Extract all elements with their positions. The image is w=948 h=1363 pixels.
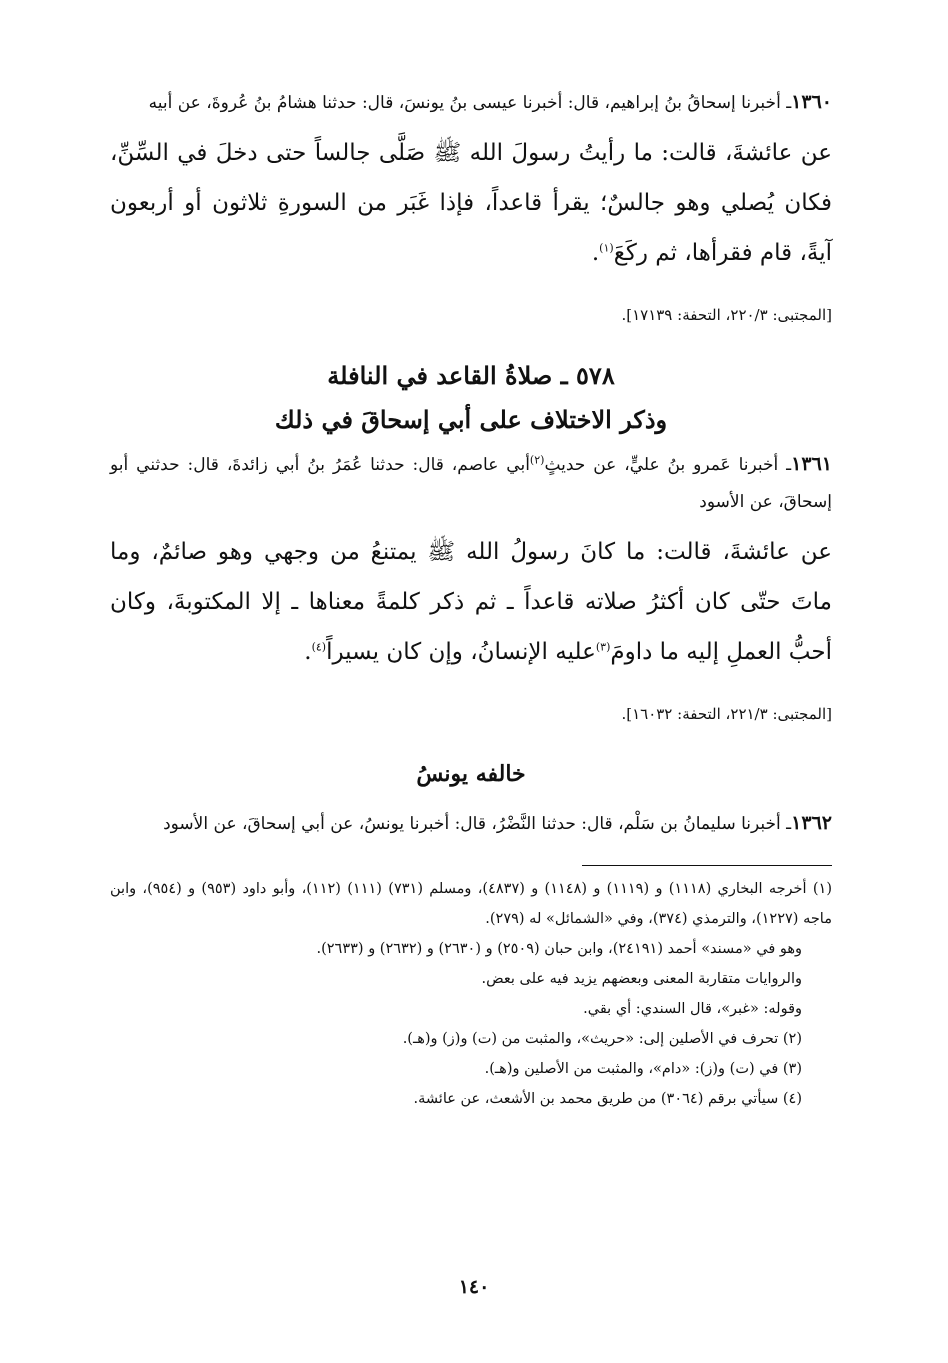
hadith-1361-reference: [المجتبى: ٢٢١/٣، التحفة: ١٦٠٣٢]. <box>621 705 832 723</box>
hadith-1360-isnad <box>110 84 832 122</box>
chapter-title-line1: ٥٧٨ ـ صلاةُ القاعد في النافلة <box>327 361 615 390</box>
footnote-4: (٤) سيأتي برقم (٣٠٦٤) من طريق محمد بن الأشعث، عن عائشة. <box>413 1091 802 1107</box>
chapter-title-line2: وذكر الاختلاف على أبي إسحاقَ في ذلك <box>274 405 668 434</box>
footnote-marker: (١) <box>599 241 614 255</box>
hadith-1360-matn <box>110 128 832 278</box>
matn-text: عن عائشةَ، قالت: ما كانَ رسولُ الله ﷺ يمتنعُ من وجهي وهو صائمٌ، وما ماتَ حتّى كان أكثرُ صلاته قاعداً ـ ثم ذكر كلمةً معناها ـ إلا المكتوبةَ، وكان أحبُّ العملِ إليه ما داومَ <box>110 539 832 665</box>
matn-text-cont: عليه الإنسانُ، وإن كان يسيراً <box>326 639 596 665</box>
footnotes <box>110 874 832 1114</box>
hadith-1361-isnad <box>110 446 832 521</box>
footnote-2: (٢) تحرف في الأصلين إلى: «حريث»، والمثبت من (ت) و(ز) و(هـ). <box>402 1031 802 1047</box>
sub-heading: خالفه يونسُ <box>416 761 526 787</box>
isnad-text-cont: أبي عاصم، قال: حدثنا عُمَرُ بنُ أبي زائدةَ، قال: حدثني أبو إسحاقَ، عن الأسود <box>110 455 832 512</box>
isnad-text: ـ أخبرنا عَمرو بنُ عليٍّ، عن حديثٍ <box>544 455 792 475</box>
page-number: ١٤٠ <box>458 1276 490 1298</box>
chapter-heading <box>110 354 832 442</box>
hadith-number: ١٣٦٢ <box>791 812 832 834</box>
hadith-1362-isnad <box>110 805 832 843</box>
matn-end: . <box>304 639 312 665</box>
footnote-marker: (٤) <box>311 640 327 654</box>
isnad-text: ـ أخبرنا سليمانُ بن سَلْم، قال: حدثنا النَّضْرُ، قال: أخبرنا يونسُ، عن أبي إسحاقَ، عن الأسود <box>163 814 792 834</box>
hadith-1360-reference: [المجتبى: ٢٢٠/٣، التحفة: ١٧١٣٩]. <box>621 306 832 324</box>
footnote-3: (٣) في (ت) و(ز): «دام»، والمثبت من الأصلين و(هـ). <box>484 1061 802 1077</box>
isnad-text: ـ أخبرنا إسحاقُ بنُ إبراهيم، قال: أخبرنا عيسى بنُ يونسَ، قال: حدثنا هشامُ بنُ عُروةَ، عن أبيه <box>148 93 792 113</box>
matn-end: . <box>591 240 600 266</box>
hadith-number: ١٣٦١ <box>791 453 832 475</box>
footnote-1-cont: والروايات متقاربة المعنى وبعضهم يزيد فيه على بعض. <box>481 971 802 987</box>
hadith-number: ١٣٦٠ <box>791 91 832 113</box>
matn-text: عن عائشةَ، قالت: ما رأيتُ رسولَ الله ﷺ صَلَّى جالساً حتى دخلَ في السِّنِّ، فكان يُصلي وهو جالسٌ؛ يقرأ قاعداً، فإذا غَبَر من السورةِ ثلاثون أو أربعون آيةً، قام فقرأها، ثم ركَعَ <box>110 140 832 266</box>
hadith-1361-matn <box>110 527 832 677</box>
footnote-1-cont: وقوله: «غبر»، قال السندي: أي بقي. <box>583 1001 802 1017</box>
footnote-1-cont: وهو في «مسند» أحمد (٢٤١٩١)، وابن حبان (٢٥٠٩) و (٢٦٣٠) و (٢٦٣٢) و (٢٦٣٣). <box>316 941 802 957</box>
footnote-1: (١) أخرجه البخاري (١١١٨) و (١١١٩) و (١١٤٨) و (٤٨٣٧)، ومسلم (٧٣١) (١١١) (١١٢)، وأبو داود (٩٥٣) و (٩٥٤)، وابن ماجه (١٢٢٧)، والترمذي (٣٧٤)، وفي «الشمائل» له (٢٧٩). <box>110 881 832 927</box>
footnote-separator <box>582 865 832 866</box>
footnote-marker: (٣) <box>595 640 611 654</box>
page-body <box>110 84 832 1114</box>
footnote-marker: (٢) <box>529 453 545 467</box>
